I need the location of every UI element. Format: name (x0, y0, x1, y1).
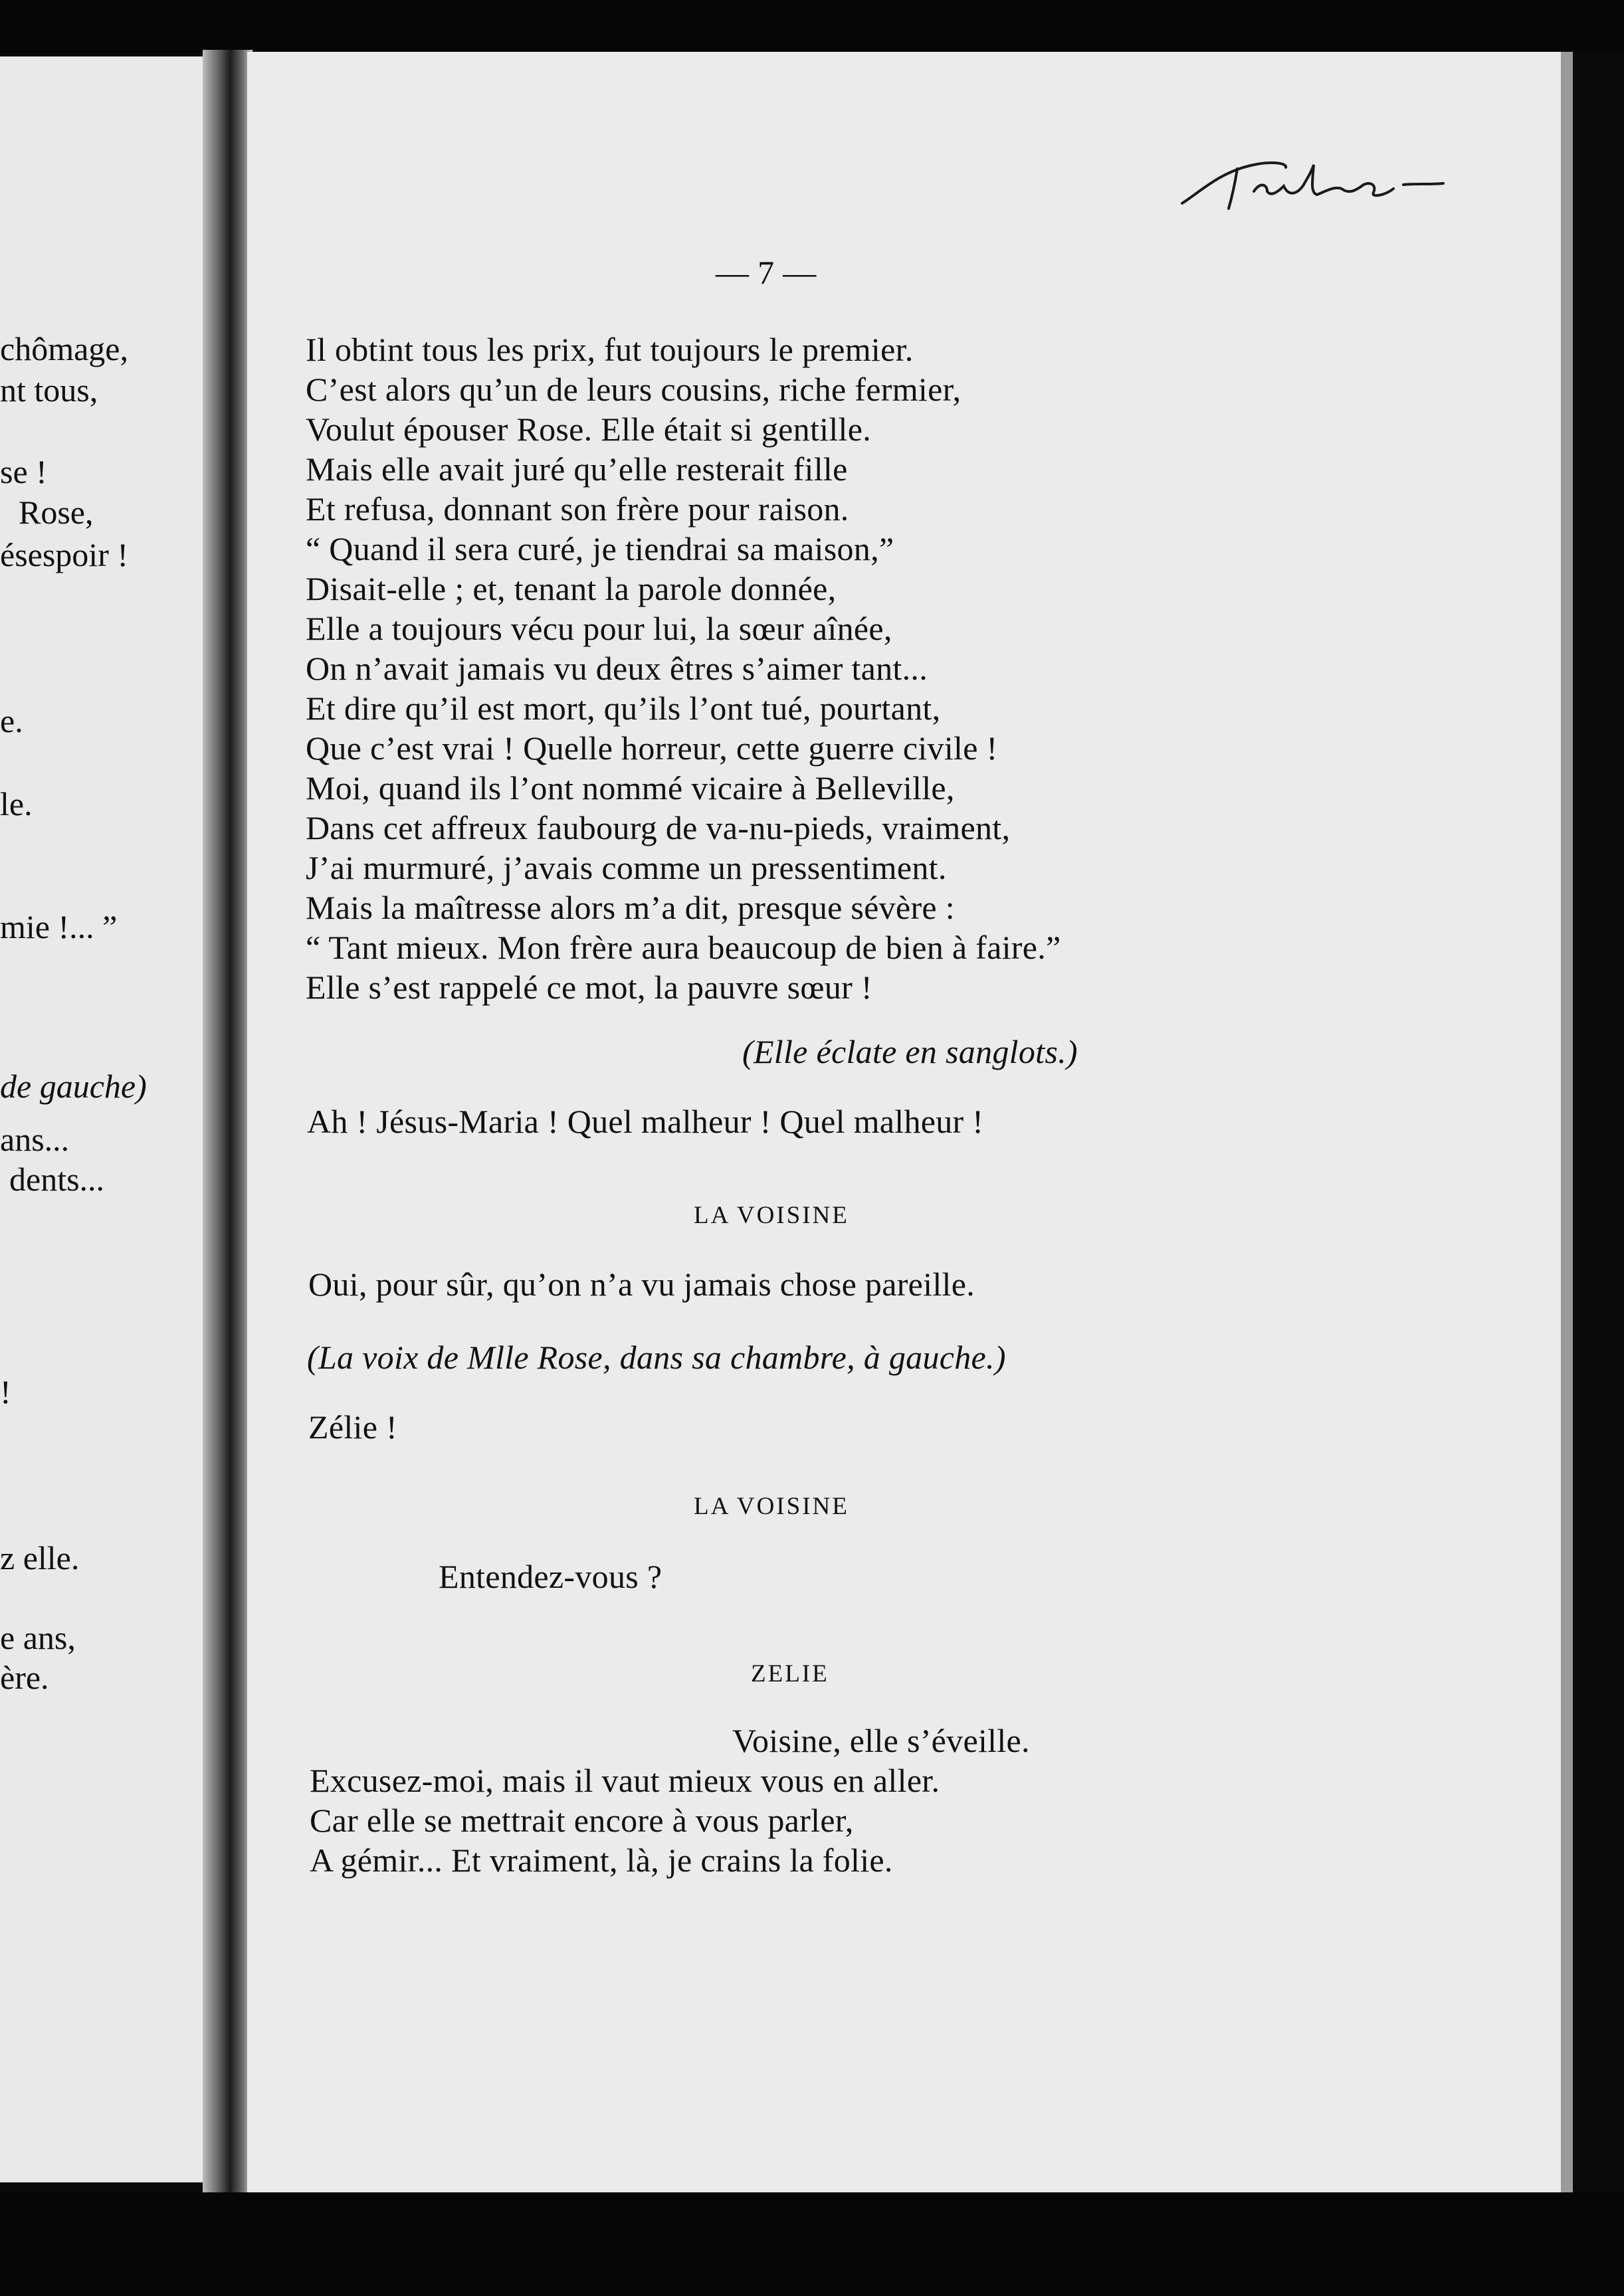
verse-line: Elle a toujours vécu pour lui, la sœur aînée, (306, 610, 892, 647)
verse-line: Voisine, elle s’éveille. (732, 1722, 1030, 1759)
left-page-line: Rose, (19, 494, 94, 531)
verse-line: Et dire qu’il est mort, qu’ils l’ont tué, pourtant, (306, 690, 941, 727)
verse-line: Mais elle avait juré qu’elle resterait fille (306, 450, 848, 488)
verse-line: J’ai murmuré, j’avais comme un pressentiment. (306, 849, 947, 886)
verse-line: Disait-elle ; et, tenant la parole donnée, (306, 570, 837, 607)
left-page-line: e. (0, 702, 23, 739)
verse-line: Car elle se mettrait encore à vous parler, (310, 1802, 854, 1839)
speaker-name: LA VOISINE (694, 1493, 849, 1520)
stage-direction: (Elle éclate en sanglots.) (742, 1033, 1078, 1070)
left-page-line: nt tous, (0, 371, 98, 409)
verse-line: Que c’est vrai ! Quelle horreur, cette guerre civile ! (306, 729, 998, 767)
scan-top-border (0, 0, 1624, 53)
verse-line: C’est alors qu’un de leurs cousins, riche fermier, (306, 371, 962, 408)
left-page-line: chômage, (0, 330, 128, 367)
left-page-line: ! (0, 1373, 11, 1410)
verse-line: Il obtint tous les prix, fut toujours le premier. (306, 331, 914, 368)
left-page-line: ère. (0, 1659, 49, 1696)
left-page-line: e ans, (0, 1619, 76, 1656)
verse-line: Oui, pour sûr, qu’on n’a vu jamais chose pareille. (308, 1266, 975, 1303)
verse-line: “ Quand il sera curé, je tiendrai sa maison,” (306, 530, 894, 567)
verse-line: Ah ! Jésus-Maria ! Quel malheur ! Quel malheur ! (307, 1103, 984, 1140)
verse-line: Dans cet affreux faubourg de va-nu-pieds, vraiment, (306, 809, 1011, 846)
scan-bottom-border (0, 2192, 1624, 2296)
verse-line: On n’avait jamais vu deux êtres s’aimer tant... (306, 650, 928, 687)
right-page (247, 52, 1573, 2204)
left-page-line: dents... (9, 1161, 105, 1198)
verse-line: Voulut épouser Rose. Elle était si gentille. (306, 411, 872, 448)
verse-line: Elle s’est rappelé ce mot, la pauvre sœur ! (306, 969, 872, 1006)
page-number: — 7 — (716, 254, 817, 291)
speaker-name: ZELIE (751, 1660, 829, 1687)
verse-line: Entendez-vous ? (439, 1558, 662, 1595)
left-page-line: se ! (0, 453, 47, 490)
verse-line: Zélie ! (308, 1408, 397, 1446)
speaker-name: LA VOISINE (694, 1202, 849, 1229)
handwritten-annotation (1174, 145, 1480, 218)
book-gutter (203, 50, 253, 2196)
left-page-line: de gauche) (0, 1068, 147, 1105)
verse-line: Et refusa, donnant son frère pour raison. (306, 490, 849, 527)
left-page-line: z elle. (0, 1539, 80, 1577)
stage-direction: (La voix de Mlle Rose, dans sa chambre, à gauche.) (307, 1339, 1006, 1376)
verse-line: A gémir... Et vraiment, là, je crains la folie. (310, 1842, 893, 1879)
verse-line: Mais la maîtresse alors m’a dit, presque sévère : (306, 889, 955, 926)
verse-line: Excusez-moi, mais il vaut mieux vous en aller. (310, 1762, 940, 1799)
verse-line: “ Tant mieux. Mon frère aura beaucoup de bien à faire.” (306, 929, 1061, 966)
left-page-line: ésespoir ! (0, 536, 128, 573)
verse-line: Moi, quand ils l’ont nommé vicaire à Belleville, (306, 769, 955, 807)
left-page-line: le. (0, 785, 33, 822)
left-page-line: mie !... ” (0, 908, 118, 945)
left-page-line: ans... (0, 1121, 70, 1158)
